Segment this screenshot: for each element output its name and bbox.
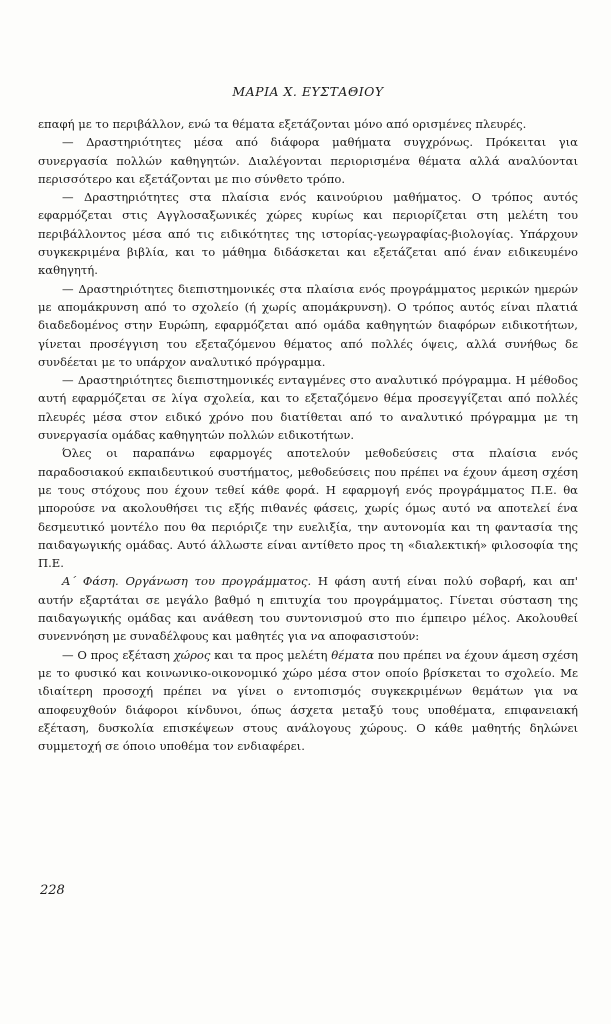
list-item: — Δραστηριότητες διεπιστημονικές ενταγμένες στο αναλυτικό πρόγραμμα. Η μέθοδος αυτή εφαρμόζεται σε λίγα σχολεία, και το εξεταζόμενο θέμα προσεγγίζεται από πολλές πλευρές μέσα στον ειδικό χρόνο που διατίθεται από το αναλυτικό πρόγραμμα με τη συνεργασία ομάδας καθηγητών πολλών ειδικοτήτων. [38,373,578,443]
phase-text: Η φάση αυτή είναι πολύ σοβαρή, και απ' αυτήν εξαρτάται σε μεγάλο βαθμό η επιτυχία του προγράμματος. Γίνεται σύσταση της παιδαγωγικής ομάδας και ανάθεση του συντονισμού στο πιο έμπειρο μέλος. Ακολουθεί συνεννόηση με συναδέλφους και μαθητές για να αποφασιστούν: [38,574,578,644]
list-item-text: και τα προς μελέτη [210,647,332,662]
list-item-text: που πρέπει να έχουν άμεση σχέση με το φυσικό και κοινωνικο-οικονομικό χώρο μέσα στον οποίο βρίσκεται το σχολείο. Με ιδιαίτερη προσοχή πρέπει να γίνει ο εντοπισμός συγκεκριμένων θεμάτων για να αποφευχθούν διάφοροι κίνδυνοι, όπως άσχετα μεταξύ τους υποθέματα, επιφανειακή εξέταση, δυσκολία επισκέψεων στους ανάλογους χώρους. Ο κάθε μαθητής δηλώνει συμμετοχή σε όποιο υποθέμα τον ενδιαφέρει. [38,647,578,754]
paragraph: Όλες οι παραπάνω εφαρμογές αποτελούν μεθοδεύσεις στα πλαίσια ενός παραδοσιακού εκπαιδευτικού συστήματος, μεθοδεύσεις που πρέπει να έχουν άμεση σχέση με τους στόχους που έχουν τεθεί κάθε φορά. Η εφαρμογή ενός προγράμματος Π.Ε. θα μπορούσε να ακολουθήσει τις εξής πιθανές φάσεις, χωρίς όμως αυτό να αποτελεί ένα δεσμευτικό μοντέλο που θα περιόριζε την ευελιξία, την αυτονομία και τη φαντασία της παιδαγωγικής ομάδας. Αυτό άλλωστε είναι αντίθετο προς τη «διαλεκτική» φιλοσοφία της Π.Ε. [38,446,578,571]
phase-paragraph [38,572,578,645]
list-item: — Δραστηριότητες μέσα από διάφορα μαθήματα συγχρόνως. Πρόκειται για συνεργασία πολλών καθηγητών. Διαλέγονται περιορισμένα θέματα αλλά αναλύονται περισσότερο και εξετάζονται με πιο σύνθετο τρόπο. [38,135,578,186]
list-item [38,646,578,756]
emphasis-topics: θέματα [331,647,375,662]
phase-heading: Α΄ Φάση. Οργάνωση του προγράμματος. [62,574,312,589]
list-item: — Δραστηριότητες διεπιστημονικές στα πλαίσια ενός προγράμματος μερικών ημερών με απομάκρυνση από το σχολείο (ή χωρίς απομάκρυνση). Ο τρόπος αυτός είναι πλατιά διαδεδομένος στην Ευρώπη, εφαρμόζεται από ομάδα καθηγητών διαφόρων ειδικοτήτων, γίνεται προσέγγιση του εξεταζόμενου θέματος από πολλές όψεις, αλλά συνήθως δε συνδέεται με το υπάρχον αναλυτικό πρόγραμμα. [38,281,578,369]
list-item: — Δραστηριότητες στα πλαίσια ενός καινούριου μαθήματος. Ο τρόπος αυτός εφαρμόζεται στις Αγγλοσαξωνικές χώρες κυρίως και περιορίζεται στη μελέτη του περιβάλλοντος μέσα από τις ειδικότητες της ιστορίας-γεωγραφίας-βιολογίας. Υπάρχουν συγκεκριμένα βιβλία, και το μάθημα διδάσκεται και εξετάζεται από έναν ειδικευμένο καθηγητή. [38,190,578,278]
running-head: ΜΑΡΙΑ Χ. ΕΥΣΤΑΘΙΟΥ [232,84,384,99]
body-text [38,115,578,755]
book-page [38,84,578,755]
paragraph: επαφή με το περιβάλλον, ενώ τα θέματα εξετάζονται μόνο από ορισμένες πλευρές. [38,117,527,131]
list-item-text: — Ο προς εξέταση [62,647,174,662]
page-number: 228 [40,883,65,898]
emphasis-space: χώρος [173,647,211,662]
